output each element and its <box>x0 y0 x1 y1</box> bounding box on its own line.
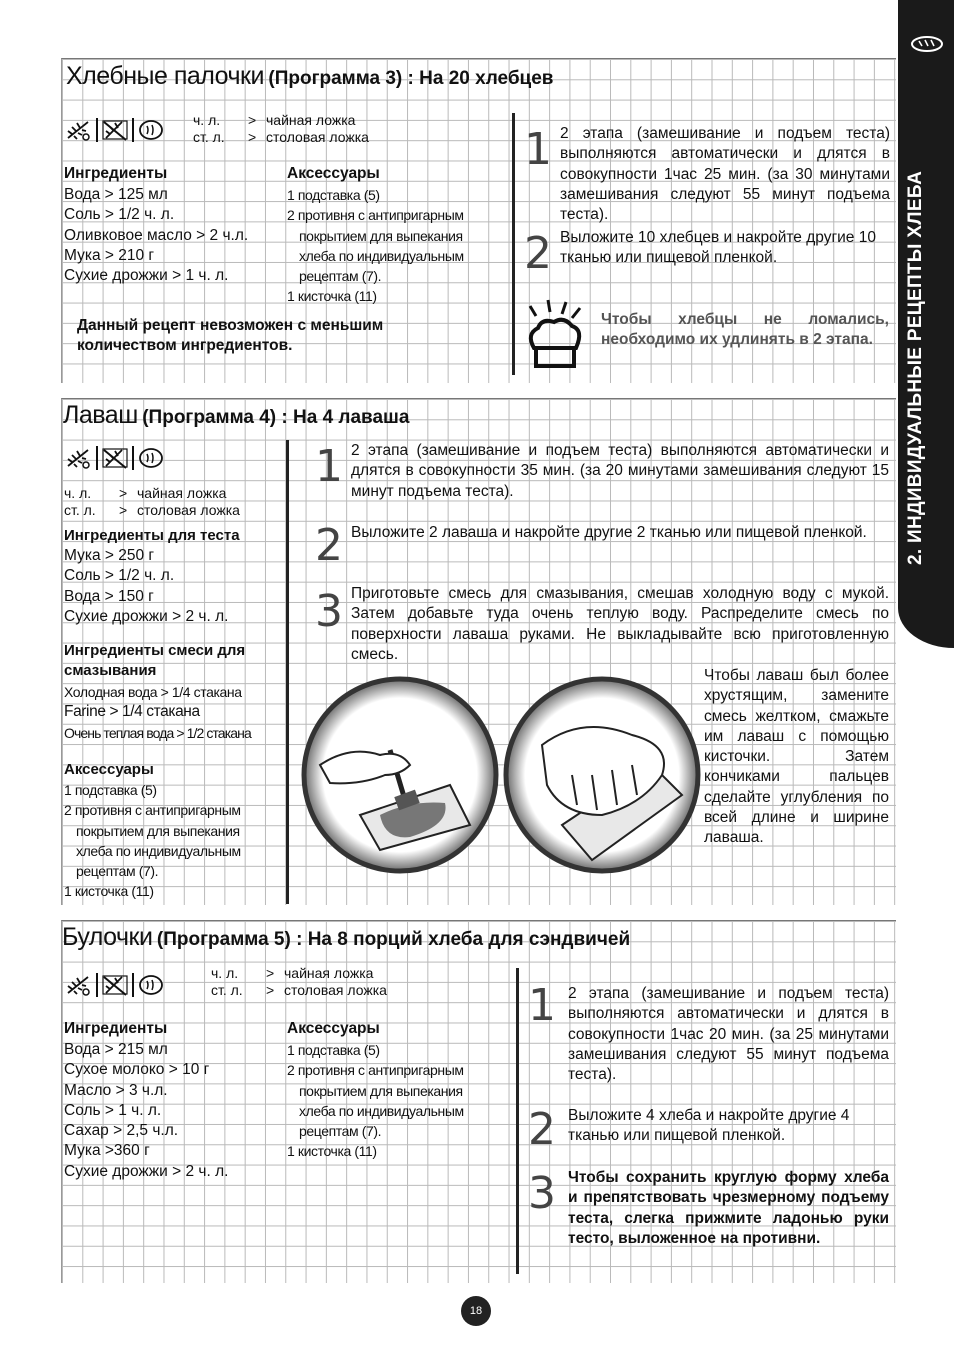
accessories-header: Аксессуары <box>287 1020 380 1037</box>
dimpling-illustration <box>502 675 702 875</box>
tip: Чтобы хлебцы не ломались, необходимо их удлинять в 2 этапа. <box>601 311 889 349</box>
step-text: Приготовьте смесь для смазывания, смешав холодную воду с мукой. Затем добавьте туда очень теплую воду. Распределите смесь по поверхности лаваша руками. Не выкладывайте всю приготовленную смесь. <box>351 585 889 663</box>
title-sub: (Программа 5) : На 8 порций хлеба для сэндвичей <box>156 929 631 950</box>
glaze-list <box>64 682 289 743</box>
ingredient-list <box>64 1040 228 1182</box>
list-item: Масло > 3 ч.л. <box>64 1081 168 1099</box>
list-item: 2 противня с антипригарным <box>287 1062 464 1079</box>
step-number: 1 <box>524 124 552 175</box>
list-item: рецептам (7). <box>299 1123 382 1140</box>
step-text: Выложите 4 хлеба и накройте другие 4 тканью или пищевой пленкой. <box>568 1107 850 1145</box>
abbr-arrow: > <box>266 965 275 981</box>
step-text: Выложите 2 лаваша и накройте другие 2 тканью или пищевой пленкой. <box>351 524 867 541</box>
list-item: Сухие дрожжи > 2 ч. л. <box>64 607 229 625</box>
step-text: 2 этапа (замешивание и подъем теста) выполняются автоматически и длятся в совокупности 1час 20 мин. (за 25 минутами замешивания следуют 55 минут подъема теста). <box>568 985 889 1084</box>
divider <box>512 113 515 375</box>
list-item: покрытием для выпекания <box>299 227 463 244</box>
abbr-arrow: > <box>119 485 128 501</box>
program-icons <box>64 973 166 997</box>
list-item: хлеба по индивидуальным <box>76 842 241 859</box>
step-text: Выложите 10 хлебцев и накройте другие 10 тканью или пищевой пленкой. <box>560 229 876 267</box>
step-text: 2 этапа (замешивание и подъем теста) выполняются автоматически и длятся в совокупности 35 мин. (за 20 минутами замешивания следуют 15 минут подъема теста). <box>351 442 889 500</box>
step-number: 1 <box>315 441 343 492</box>
abbr-arrow: > <box>248 112 257 128</box>
abbr-tbsp: ст. л. <box>193 129 225 145</box>
wheat-icon <box>64 446 94 470</box>
tip: Чтобы лаваш был более хрустящим, замените смесь желтком, смажьте им лаваш с помощью кисточки. Затем кончиками пальцев сделайте углубления по всей длине и ширине лаваша. <box>704 667 889 847</box>
step-number: 2 <box>315 520 343 571</box>
list-item: 1 подставка (5) <box>287 1042 380 1058</box>
list-item: Холодная вода > 1/4 стакана <box>64 684 242 700</box>
ingredient-list <box>64 185 248 286</box>
list-item: Сухие дрожжи > 2 ч. л. <box>64 1162 229 1180</box>
bread-loaf-icon <box>136 118 166 142</box>
accessory-list <box>64 780 241 902</box>
accessories-header: Аксессуары <box>287 165 380 182</box>
abbreviations <box>211 965 387 999</box>
step-number: 3 <box>528 1168 556 1219</box>
no-gluten-icon <box>100 446 130 470</box>
list-item: 1 подставка (5) <box>287 187 380 203</box>
step-text: Чтобы сохранить круглую форму хлеба и препятствовать чрезмерному подъему теста, слегка прижмите ладонью руки тесто, выложенное на противни. <box>568 1169 889 1247</box>
program-icons <box>64 446 166 470</box>
step-text: 2 этапа (замешивание и подъем теста) выполняются автоматически и длятся в совокупности 1час 25 мин. (за 30 минутами замешивания следуют 55 минут подъема теста). <box>560 125 890 224</box>
abbr-tbsp-meaning: столовая ложка <box>137 502 240 518</box>
bread-loaf-icon <box>136 446 166 470</box>
title-main: Булочки <box>62 923 153 951</box>
abbr-tsp-meaning: чайная ложка <box>284 965 374 981</box>
list-item: Вода > 150 г <box>64 587 154 605</box>
abbr-tbsp: ст. л. <box>211 982 243 998</box>
list-item: Оливковое масло > 2 ч.л. <box>64 226 249 244</box>
ingredients-header: Ингредиенты <box>64 1020 168 1037</box>
chef-hat-icon <box>524 298 586 372</box>
list-item: 1 кисточка (11) <box>64 883 154 900</box>
list-item: Вода > 125 мл <box>64 186 168 203</box>
list-item: Вода > 215 мл <box>64 1041 168 1058</box>
list-item: 1 кисточка (11) <box>287 1143 377 1160</box>
list-item: хлеба по индивидуальным <box>299 1102 464 1119</box>
list-item: Соль > 1/2 ч. л. <box>64 206 175 224</box>
abbr-tsp-meaning: чайная ложка <box>266 112 356 128</box>
section-title <box>62 923 630 952</box>
glaze-header: Ингредиенты смеси для смазывания <box>64 642 246 679</box>
title-sub: (Программа 3) : На 20 хлебцев <box>268 68 554 89</box>
abbr-tbsp: ст. л. <box>64 502 96 518</box>
abbreviations <box>64 485 240 519</box>
abbr-tsp: ч. л. <box>193 112 221 128</box>
section-title <box>63 401 409 430</box>
list-item: Farine > 1/4 стакана <box>64 703 200 721</box>
step-number: 2 <box>524 228 552 279</box>
abbr-tsp: ч. л. <box>211 965 239 981</box>
divider <box>516 968 519 1274</box>
step-number: 1 <box>528 980 556 1031</box>
sidebar-label: 2. ИНДИВИДУАЛЬНЫЕ РЕЦЕПТЫ ХЛЕБА <box>905 170 926 565</box>
list-item: Сухое молоко > 10 г <box>64 1061 210 1079</box>
list-item: рецептам (7). <box>76 863 159 880</box>
divider <box>286 440 289 904</box>
wheat-icon <box>64 118 94 142</box>
list-item: 1 кисточка (11) <box>287 288 377 305</box>
abbr-arrow: > <box>119 502 128 518</box>
list-item: 2 противня с антипригарным <box>64 802 241 819</box>
abbr-tsp-meaning: чайная ложка <box>137 485 227 501</box>
list-item: Очень теплая вода > 1/2 стакана <box>64 724 251 741</box>
abbr-tbsp-meaning: столовая ложка <box>266 129 369 145</box>
list-item: Мука >360 г <box>64 1142 150 1160</box>
section-title <box>66 62 554 91</box>
abbr-arrow: > <box>266 982 275 998</box>
bread-loaf-icon <box>136 973 166 997</box>
title-sub: (Программа 4) : На 4 лаваша <box>142 407 410 428</box>
list-item: 2 противня с антипригарным <box>287 207 464 224</box>
list-item: покрытием для выпекания <box>76 822 240 839</box>
note: Данный рецепт невозможен с меньшим количеством ингредиентов. <box>77 317 384 355</box>
title-main: Хлебные палочки <box>66 62 264 90</box>
ingredients-header: Ингредиенты <box>64 165 168 182</box>
list-item: Соль > 1/2 ч. л. <box>64 567 175 585</box>
accessory-list <box>287 1040 464 1162</box>
list-item: Сухие дрожжи > 1 ч. л. <box>64 267 229 285</box>
list-item: Сахар > 2,5 ч.л. <box>64 1122 179 1140</box>
list-item: Мука > 250 г <box>64 547 155 564</box>
ingredients-header: Ингредиенты для теста <box>64 527 240 544</box>
list-item: хлеба по индивидуальным <box>299 247 464 264</box>
page-number: 18 <box>461 1296 491 1326</box>
program-icons <box>64 118 166 142</box>
list-item: Мука > 210 г <box>64 246 155 264</box>
brushing-illustration <box>300 675 500 875</box>
step-number: 3 <box>315 586 343 637</box>
step-number: 2 <box>528 1104 556 1155</box>
bread-icon <box>910 34 944 54</box>
abbr-tbsp-meaning: столовая ложка <box>284 982 387 998</box>
list-item: Соль > 1 ч. л. <box>64 1101 162 1119</box>
abbr-arrow: > <box>248 129 257 145</box>
no-gluten-icon <box>100 118 130 142</box>
abbr-tsp: ч. л. <box>64 485 92 501</box>
abbreviations <box>193 112 369 146</box>
title-main: Лаваш <box>63 401 138 429</box>
list-item: рецептам (7). <box>299 268 382 285</box>
list-item: 1 подставка (5) <box>64 782 157 798</box>
no-gluten-icon <box>100 973 130 997</box>
accessories-header: Аксессуары <box>64 761 154 778</box>
list-item: покрытием для выпекания <box>299 1082 463 1099</box>
wheat-icon <box>64 973 94 997</box>
accessory-list <box>287 185 464 307</box>
ingredient-list <box>64 546 228 627</box>
